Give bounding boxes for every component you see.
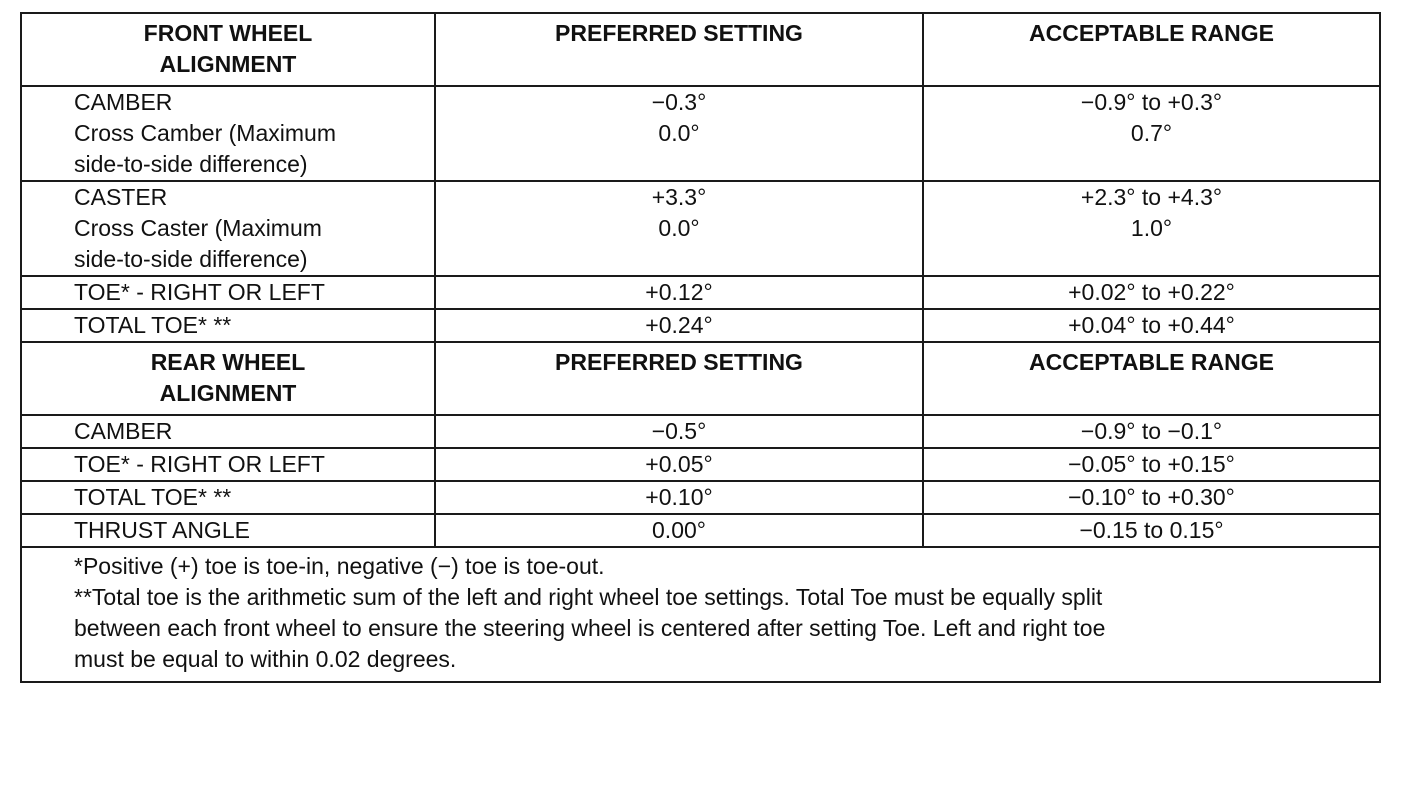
row-label-line2: side-to-side difference) (74, 246, 308, 272)
table-row (21, 181, 1380, 213)
preferred-value: +0.24° (435, 309, 923, 342)
row-label-line1: Cross Caster (Maximum (74, 215, 322, 241)
range-value: −0.10° to +0.30° (923, 481, 1380, 514)
preferred-value: 0.0° (435, 213, 923, 276)
rear-alignment-header (21, 342, 435, 415)
row-label: TOE* - RIGHT OR LEFT (21, 276, 435, 309)
range-value: 1.0° (923, 213, 1380, 276)
range-value: +2.3° to +4.3° (923, 181, 1380, 213)
table-row (21, 118, 1380, 181)
row-label-line2: side-to-side difference) (74, 151, 308, 177)
rear-range-header: ACCEPTABLE RANGE (923, 342, 1380, 415)
table-row (21, 514, 1380, 547)
front-alignment-header (21, 13, 435, 86)
row-label: CASTER (21, 181, 435, 213)
range-value: +0.04° to +0.44° (923, 309, 1380, 342)
row-label (21, 118, 435, 181)
table-row (21, 415, 1380, 448)
front-range-header: ACCEPTABLE RANGE (923, 13, 1380, 86)
table-row (21, 276, 1380, 309)
table-row (21, 481, 1380, 514)
range-value: −0.15 to 0.15° (923, 514, 1380, 547)
rear-alignment-header-line2: ALIGNMENT (159, 380, 297, 406)
front-preferred-header: PREFERRED SETTING (435, 13, 923, 86)
table-row (21, 309, 1380, 342)
footnote-total-toe-line3: must be equal to within 0.02 degrees. (74, 646, 457, 672)
row-label: CAMBER (21, 86, 435, 118)
range-value: −0.9° to +0.3° (923, 86, 1380, 118)
table-row (21, 86, 1380, 118)
range-value: +0.02° to +0.22° (923, 276, 1380, 309)
front-alignment-header-line1: FRONT WHEEL (143, 20, 313, 46)
table-row (21, 213, 1380, 276)
preferred-value: 0.00° (435, 514, 923, 547)
preferred-value: 0.0° (435, 118, 923, 181)
footnote-total-toe-line1: **Total toe is the arithmetic sum of the left and right wheel toe settings. Total Toe must be equally split (74, 584, 1103, 610)
preferred-value: +0.12° (435, 276, 923, 309)
preferred-value: +3.3° (435, 181, 923, 213)
range-value: −0.9° to −0.1° (923, 415, 1380, 448)
row-label (21, 213, 435, 276)
footnotes (21, 547, 1380, 682)
rear-preferred-header: PREFERRED SETTING (435, 342, 923, 415)
preferred-value: −0.3° (435, 86, 923, 118)
rear-alignment-header-line1: REAR WHEEL (150, 349, 306, 375)
range-value: 0.7° (923, 118, 1380, 181)
footnote-total-toe (74, 582, 1369, 675)
front-header-row (21, 13, 1380, 86)
preferred-value: +0.10° (435, 481, 923, 514)
table-row (21, 448, 1380, 481)
rear-header-row (21, 342, 1380, 415)
front-alignment-header-line2: ALIGNMENT (159, 51, 297, 77)
row-label: TOTAL TOE* ** (21, 481, 435, 514)
footnote-total-toe-line2: between each front wheel to ensure the steering wheel is centered after setting Toe. Left and right toe (74, 615, 1106, 641)
alignment-spec-table (20, 12, 1381, 683)
preferred-value: +0.05° (435, 448, 923, 481)
row-label-line1: Cross Camber (Maximum (74, 120, 336, 146)
range-value: −0.05° to +0.15° (923, 448, 1380, 481)
notes-row (21, 547, 1380, 682)
row-label: TOTAL TOE* ** (21, 309, 435, 342)
row-label: THRUST ANGLE (21, 514, 435, 547)
footnote-toe-direction: *Positive (+) toe is toe-in, negative (−) toe is toe-out. (74, 553, 605, 579)
row-label: TOE* - RIGHT OR LEFT (21, 448, 435, 481)
preferred-value: −0.5° (435, 415, 923, 448)
row-label: CAMBER (21, 415, 435, 448)
